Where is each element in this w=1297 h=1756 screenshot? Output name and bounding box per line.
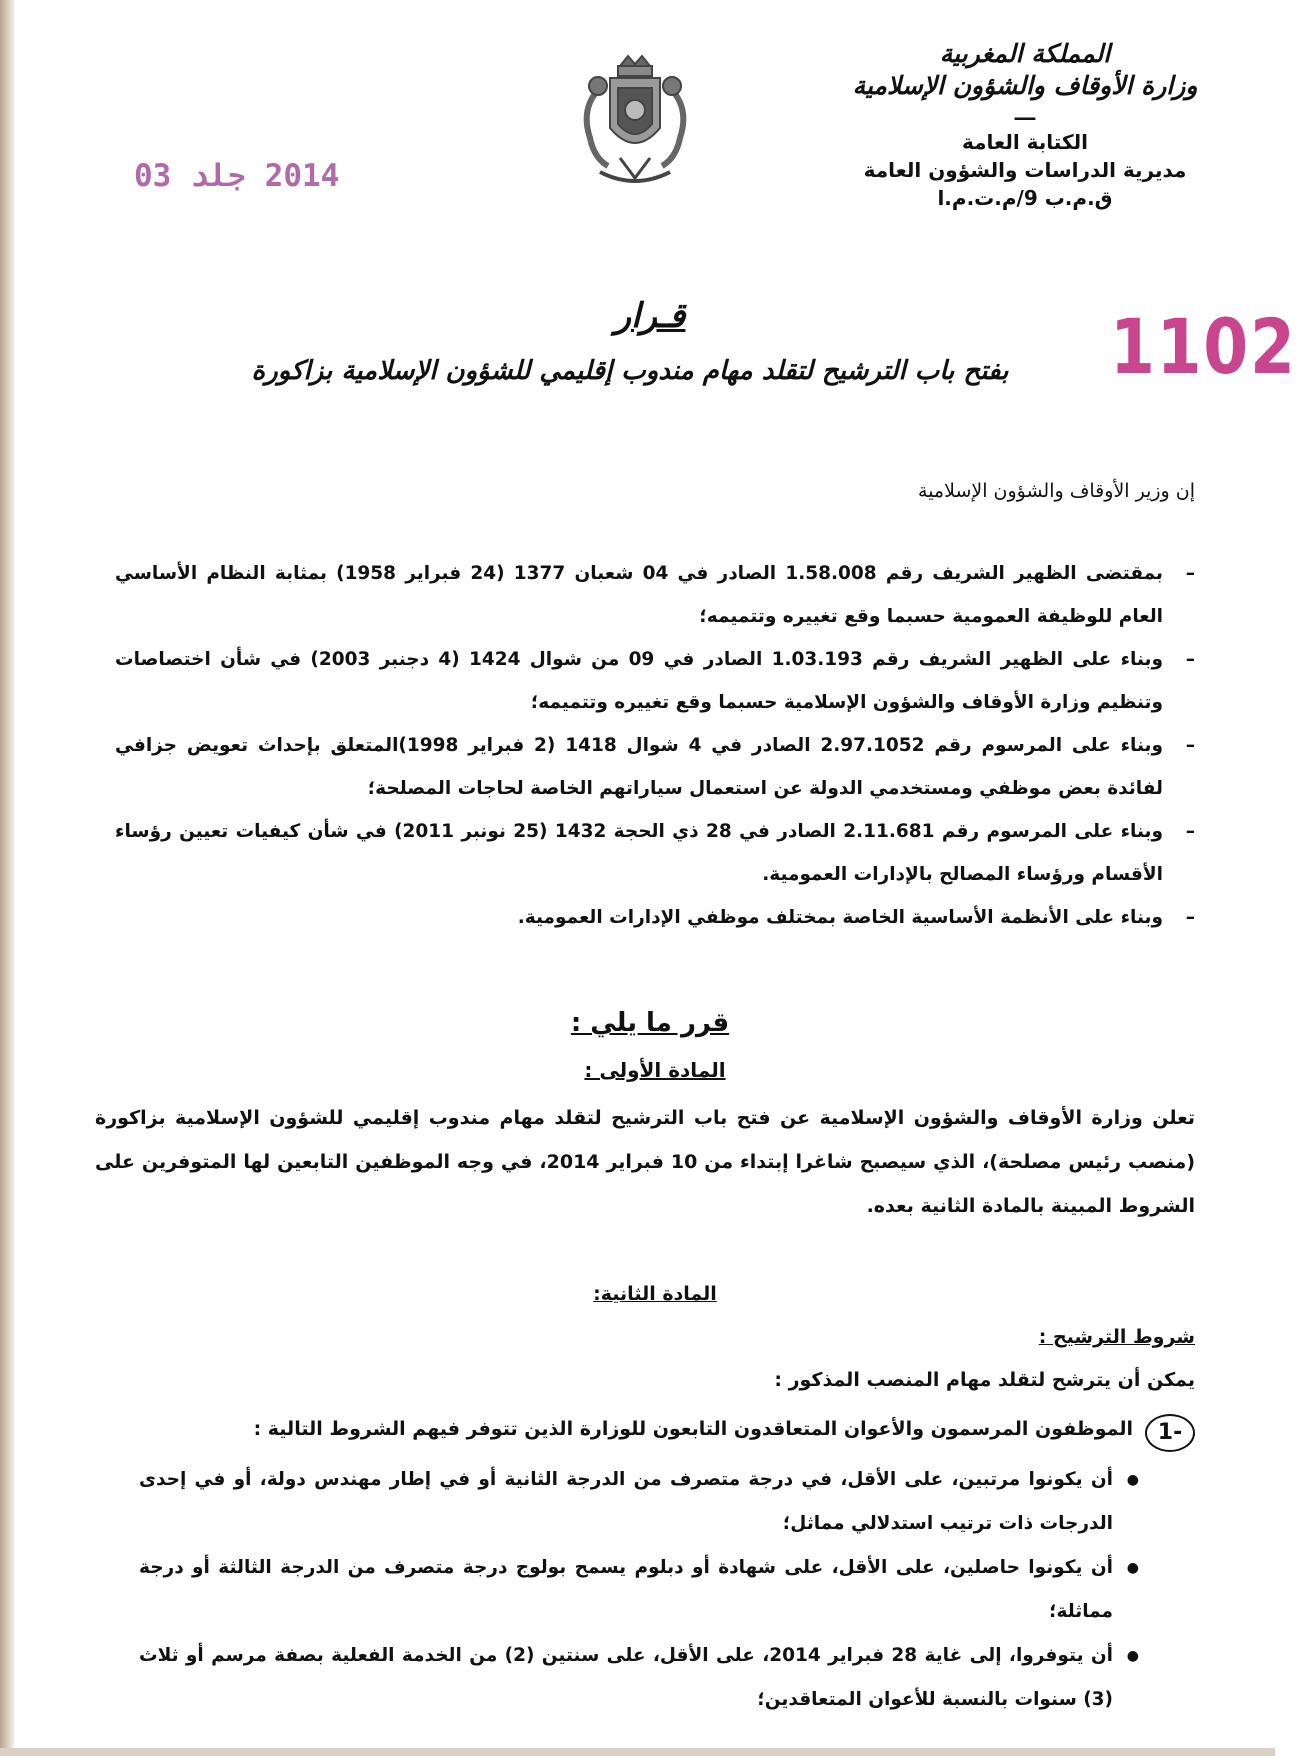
article-2-heading: المادة الثانية: bbox=[593, 1283, 717, 1305]
minister-line: إن وزير الأوقاف والشؤون الإسلامية bbox=[918, 480, 1195, 502]
condition-item: ● أن يكونوا مرتبين، على الأقل، في درجة متصرف من الدرجة الثانية أو في إطار مهندس دولة، أو في إحدى الدرجات ذات ترتيب استدلالي مماثل؛ bbox=[139, 1458, 1139, 1546]
scan-bottom-edge bbox=[0, 1748, 1275, 1756]
decree-title: قـرار bbox=[614, 296, 686, 336]
number-stamp: 1102 bbox=[1110, 302, 1297, 391]
date-stamp: 2014 جلد 03 bbox=[134, 158, 340, 194]
condition-item: ● أن يكونوا حاصلين، على الأقل، على شهادة أو دبلوم يسمح بولوج درجة متصرف من الدرجة الثالثة أو درجة مماثلة؛ bbox=[139, 1546, 1139, 1634]
scan-edge bbox=[0, 0, 14, 1756]
reference-number: ق.م.ب 9/م.ت.م.ا bbox=[937, 186, 1113, 210]
conditions-list bbox=[139, 1458, 1139, 1722]
conditions-heading: شروط الترشيح : bbox=[1038, 1326, 1195, 1348]
kingdom-name: المملكة المغربية bbox=[939, 39, 1111, 68]
recital-item: – بمقتضى الظهير الشريف رقم 1.58.008 الصادر في 04 شعبان 1377 (24 فبراير 1958) بمثابة النظام الأساسي العام للوظيفة العمومية حسبما وقع تغييره وتتميمه؛ bbox=[115, 552, 1195, 638]
recitals-list bbox=[115, 552, 1195, 939]
directorate-name: مديرية الدراسات والشؤون العامة bbox=[863, 158, 1187, 182]
letterhead bbox=[815, 38, 1235, 212]
article-1-body: تعلن وزارة الأوقاف والشؤون الإسلامية عن فتح باب الترشيح لتقلد مهام مندوب إقليمي للشؤون الإسلامية بزاكورة (منصب رئيس مصلحة)، الذي سيصبح شاغرا إبتداء من 10 فبراير 2014، في وجه الموظفين التابعين لها المتوفرين على الشروط المبينة بالمادة الثانية بعده. bbox=[95, 1107, 1195, 1217]
header-separator: ـــ bbox=[1014, 101, 1036, 125]
ministry-name: وزارة الأوقاف والشؤون الإسلامية bbox=[852, 71, 1198, 100]
recital-item: – وبناء على الظهير الشريف رقم 1.03.193 الصادر في 09 من شوال 1424 (4 دجنبر 2003) في شأن اختصاصات وتنظيم وزارة الأوقاف والشؤون الإسلامية حسبما وقع تغييره وتتميمه؛ bbox=[115, 638, 1195, 724]
condition-group-text: الموظفون المرسمون والأعوان المتعاقدون التابعون للوزارة الذين تتوفر فيهم الشروط التالية : bbox=[253, 1418, 1133, 1440]
condition-item: ● أن يتوفروا، إلى غاية 28 فبراير 2014، على الأقل، على سنتين (2) من الخدمة الفعلية بصفة مرسم أو ثلاث (3) سنوات بالنسبة للأعوان المتعاقدين؛ bbox=[139, 1634, 1139, 1722]
decided-heading: قرر ما يلي : bbox=[570, 1008, 730, 1038]
recital-item: – وبناء على الأنظمة الأساسية الخاصة بمختلف موظفي الإدارات العمومية. bbox=[115, 896, 1195, 939]
condition-group-number: 1- bbox=[1145, 1414, 1195, 1452]
decree-subject: بفتح باب الترشيح لتقلد مهام مندوب إقليمي للشؤون الإسلامية بزاكورة bbox=[251, 356, 1009, 386]
article-1-heading: المادة الأولى : bbox=[584, 1058, 726, 1082]
coat-of-arms-icon bbox=[560, 48, 710, 198]
recital-item: – وبناء على المرسوم رقم 2.97.1052 الصادر في 4 شوال 1418 (2 فبراير 1998)المتعلق بإحداث تعويض جزافي لفائدة بعض موظفي ومستخدمي الدولة عن استعمال سياراتهم الخاصة لحاجات المصلحة؛ bbox=[115, 724, 1195, 810]
conditions-intro: يمكن أن يترشح لتقلد مهام المنصب المذكور : bbox=[774, 1369, 1195, 1391]
secretariat-name: الكتابة العامة bbox=[962, 130, 1088, 154]
recital-item: – وبناء على المرسوم رقم 2.11.681 الصادر في 28 ذي الحجة 1432 (25 نونبر 2011) في شأن كيفيات تعيين رؤساء الأقسام ورؤساء المصالح بالإدارات العمومية. bbox=[115, 810, 1195, 896]
